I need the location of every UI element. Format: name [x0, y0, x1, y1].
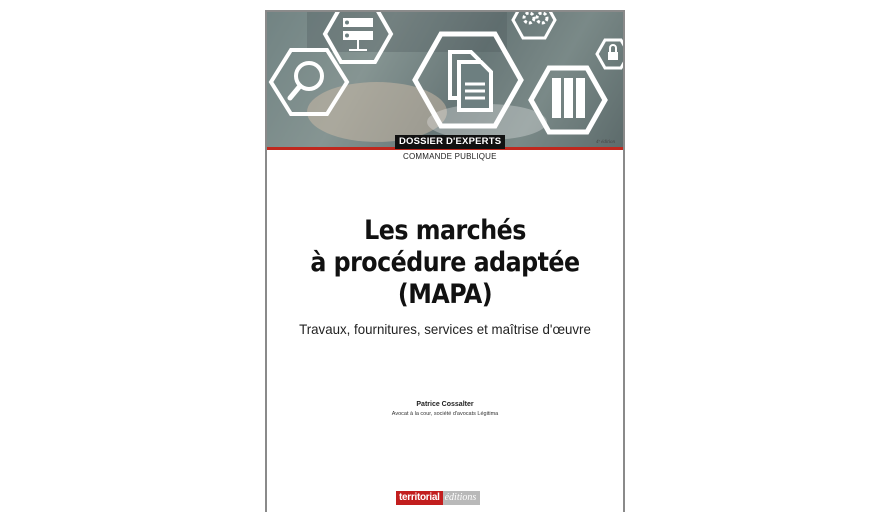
- author-name: Patrice Cossalter: [416, 401, 474, 408]
- publisher-logo: [396, 491, 480, 505]
- collection-label: COMMANDE PUBLIQUE: [403, 152, 497, 161]
- publisher-brand: territorial: [396, 491, 443, 505]
- title-line: (MAPA): [397, 279, 493, 310]
- cover-banner-image: [267, 12, 623, 147]
- publisher-suffix: éditions: [443, 491, 481, 505]
- hexagon-graphics: [267, 12, 623, 147]
- author-role: Avocat à la cour, société d'avocats Légitima: [391, 411, 499, 417]
- title-line: Les marchés: [364, 215, 526, 246]
- book-title: [288, 215, 601, 311]
- edition-label: 4ᵉ édition: [596, 140, 615, 145]
- title-line: à procédure adaptée: [310, 247, 580, 278]
- book-cover: [265, 10, 625, 512]
- series-label: DOSSIER D'EXPERTS: [395, 135, 505, 149]
- book-subtitle: Travaux, fournitures, services et maîtrise d'œuvre: [299, 321, 591, 337]
